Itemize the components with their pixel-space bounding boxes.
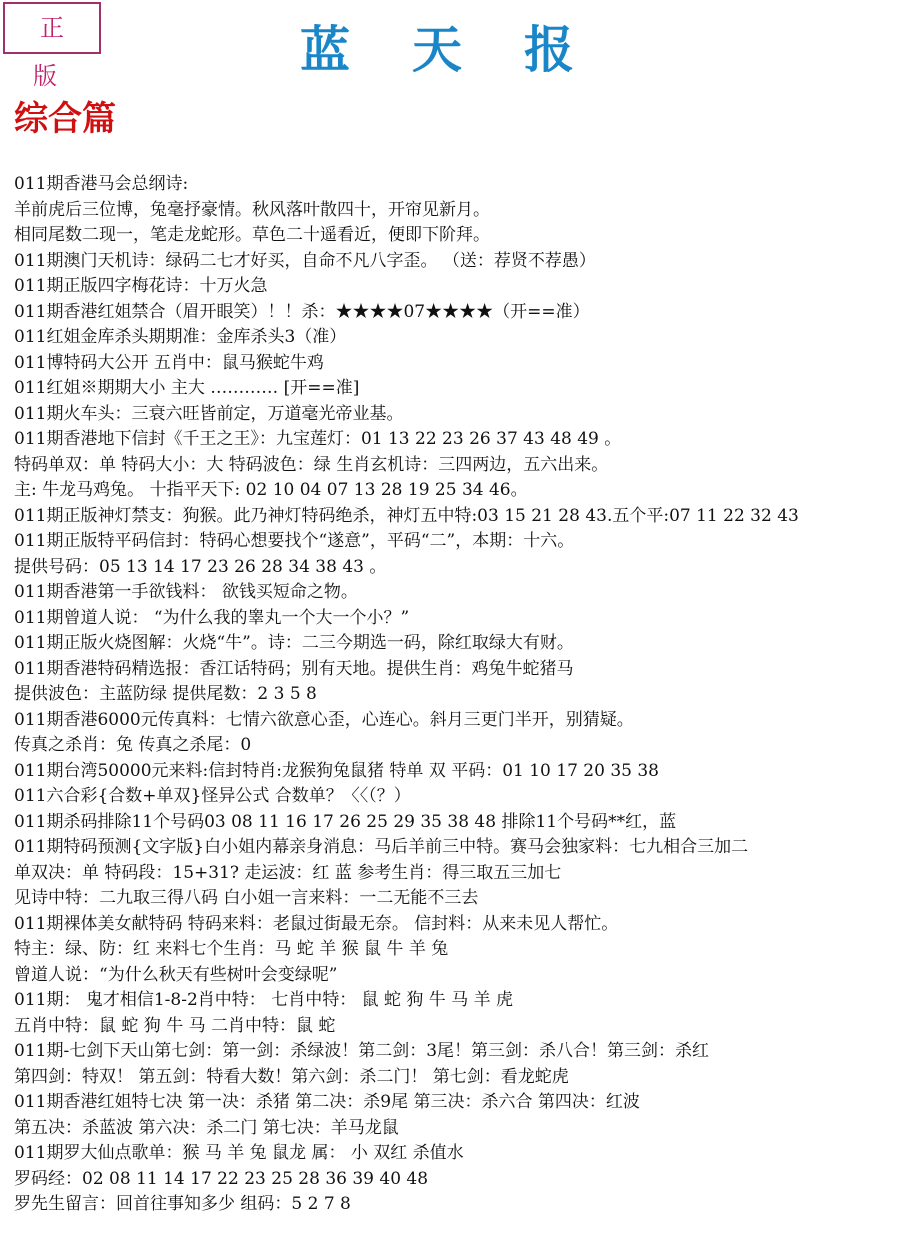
content-line: 011期正版特平码信封：特码心想要找个“遂意”，平码“二”，本期：十六。 <box>14 531 575 551</box>
content-line: 011红姐金库杀头期期准：金库杀头3（准） <box>14 327 347 347</box>
content-line: 罗先生留言：回首往事知多少 组码：5 2 7 8 <box>14 1194 351 1214</box>
content-line: 011期台湾50000元来料:信封特肖:龙猴狗兔鼠猪 特单 双 平码：01 10 17 20 35 38 <box>14 760 660 781</box>
content-line: 011红姐※期期大小 主大 ………… [开==准] <box>14 378 360 398</box>
content-lines <box>14 172 898 1218</box>
content-line: 011期澳门天机诗：绿码二七才好买，自命不凡八字歪。 （送：荐贤不荐愚） <box>14 250 596 271</box>
content-line: 第五决：杀蓝波 第六决：杀二门 第七决：羊马龙鼠 <box>14 1117 399 1138</box>
content-line: 011期香港第一手欲钱料： 欲钱买短命之物。 <box>14 582 358 602</box>
content-line: 011期香港6000元传真料：七情六欲意心歪，心连心。斜月三更门半开，别猜疑。 <box>14 709 634 730</box>
content-line: 单双决：单 特码段：15+31? 走运波：红 蓝 参考生肖：得三取五三加七 <box>14 862 562 883</box>
content-line: 011期罗大仙点歌单：猴 马 羊 兔 鼠龙 属： 小 双红 杀值水 <box>14 1143 464 1163</box>
content-line: 相同尾数二现一，笔走龙蛇形。草色二十遥看近，便即下阶拜。 <box>14 225 490 245</box>
content-line: 011博特码大公开 五肖中：鼠马猴蛇牛鸡 <box>14 352 324 373</box>
content-line: 011期杀码排除11个号码03 08 11 16 17 26 25 29 35 38 48 排除11个号码**红，蓝 <box>14 811 677 832</box>
content-line: 011期正版神灯禁支：狗猴。此乃神灯特码绝杀，神灯五中特:03 15 21 28 43.五个平:07 11 22 32 43 <box>14 505 799 526</box>
content-line: 011期-七剑下天山第七剑：第一剑：杀绿波！第二剑：3尾！第三剑：杀八合！第三剑：杀红 <box>14 1041 710 1061</box>
content-line: 011期正版四字梅花诗：十万火急 <box>14 276 268 296</box>
content-line: 主: 牛龙马鸡兔。 十指平天下: 02 10 04 07 13 28 19 25 34 46。 <box>14 480 528 500</box>
genuine-badge: 正 版 <box>3 2 101 54</box>
content-line: 011期火车头：三衰六旺皆前定，万道毫光帝业基。 <box>14 403 404 424</box>
content-line: 011期香港马会总纲诗: <box>14 174 189 194</box>
content-line: 011期香港地下信封《千王之王》：九宝莲灯：01 13 22 23 26 37 43 48 49 。 <box>14 429 622 449</box>
content-line: 曾道人说：“为什么秋天有些树叶会变绿呢” <box>14 964 338 985</box>
content-line: 羊前虎后三位博，兔毫抒豪情。秋风落叶散四十，开帘见新月。 <box>14 199 490 220</box>
content-line: 011六合彩{合数+单双}怪异公式 合数单？〈〈（？） <box>14 786 411 806</box>
content-line: 第四剑：特双！ 第五剑：特看大数！第六剑：杀二门！ 第七剑：看龙蛇虎 <box>14 1066 569 1087</box>
content-line: 罗码经：02 08 11 14 17 22 23 25 28 36 39 40 48 <box>14 1168 429 1189</box>
content-line: 011期香港红姐禁合（眉开眼笑）！！杀：★★★★07★★★★（开==准） <box>14 301 590 322</box>
content-line: 提供波色：主蓝防绿 提供尾数：2 3 5 8 <box>14 684 317 704</box>
content-line: 011期特码预测{文字版}白小姐内幕亲身消息：马后羊前三中特。赛马会独家料：七九相合三加二 <box>14 837 749 857</box>
section-heading: 综合篇 <box>14 99 116 139</box>
content-line: 提供号码：05 13 14 17 23 26 28 34 38 43 。 <box>14 556 387 577</box>
content-line: 011期香港特码精选报：香江话特码；别有天地。提供生肖：鸡兔牛蛇猪马 <box>14 658 574 679</box>
content-line: 011期： 鬼才相信1-8-2肖中特： 七肖中特： 鼠 蛇 狗 牛 马 羊 虎 <box>14 990 514 1010</box>
content-line: 传真之杀肖：兔 传真之杀尾：0 <box>14 735 252 755</box>
content-line: 五肖中特：鼠 蛇 狗 牛 马 二肖中特：鼠 蛇 <box>14 1015 336 1036</box>
page-title: 蓝天报 <box>300 20 636 79</box>
content-line: 011期裸体美女献特码 特码来料：老鼠过街最无奈。 信封料：从来未见人帮忙。 <box>14 913 619 934</box>
content-line: 011期香港红姐特七决 第一决：杀猪 第二决：杀9尾 第三决：杀六合 第四决：红波 <box>14 1092 640 1112</box>
content-line: 见诗中特：二九取三得八码 白小姐一言来料：一二无能不三去 <box>14 888 479 908</box>
content-line: 特主：绿、防：红 来料七个生肖：马 蛇 羊 猴 鼠 牛 羊 兔 <box>14 939 449 959</box>
content-line: 特码单双：单 特码大小：大 特码波色：绿 生肖玄机诗：三四两边，五六出来。 <box>14 454 609 475</box>
content-line: 011期正版火烧图解：火烧“牛”。诗：二三今期选一码，除红取绿大有财。 <box>14 633 574 653</box>
content-line: 011期曾道人说： “为什么我的睾丸一个大一个小？” <box>14 607 410 628</box>
